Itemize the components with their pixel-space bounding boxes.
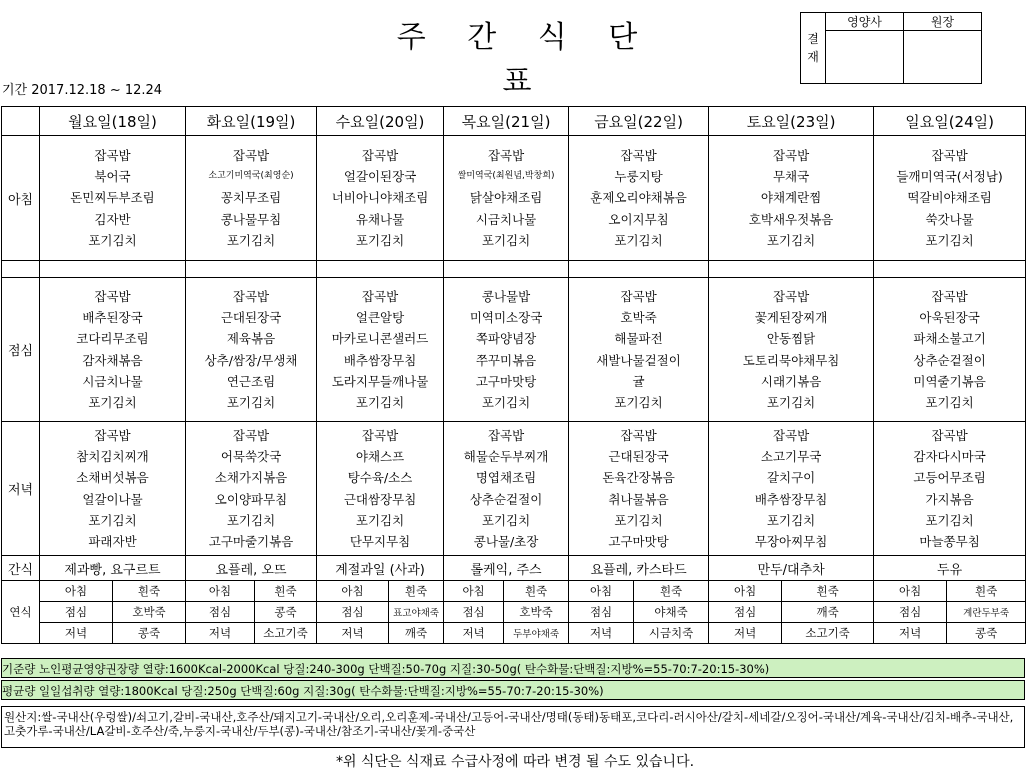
spacer-cell — [709, 261, 874, 278]
lunch-cell — [317, 278, 444, 422]
dinner-cell — [709, 422, 874, 556]
menu-item: 잡곡밥 — [94, 288, 131, 304]
menu-item: 포기김치 — [481, 232, 531, 248]
corner-cell — [2, 107, 40, 136]
soft-meal-label: 점심 — [569, 602, 634, 623]
menu-item: 닭살야채조림 — [469, 190, 543, 206]
menu-item: 누룽지탕 — [614, 169, 663, 185]
menu-item: 잡곡밥 — [361, 288, 399, 304]
approval-dietitian-label: 영양사 — [826, 13, 904, 31]
menu-item: 잡곡밥 — [232, 288, 270, 304]
menu-item: 포기김치 — [614, 232, 663, 248]
menu-item: 포기김치 — [355, 232, 405, 248]
day-header: 수요일(20일) — [317, 107, 444, 136]
menu-item: 배추쌈장무침 — [343, 352, 417, 368]
menu-item: 미역미소장국 — [469, 309, 543, 325]
menu-item: 포기김치 — [481, 512, 531, 528]
menu-item: 명엽채조림 — [475, 470, 537, 486]
soft-meal-label: 아침 — [874, 581, 947, 602]
menu-item: 잡곡밥 — [772, 147, 810, 163]
soft-meal-label: 저녁 — [317, 623, 389, 644]
spacer-cell — [317, 261, 444, 278]
menu-item: 잡곡밥 — [487, 427, 525, 443]
soft-porridge: 흰죽 — [389, 581, 444, 602]
soft-porridge: 호박죽 — [504, 602, 569, 623]
menu-item: 코다리무조림 — [76, 331, 149, 347]
menu-item: 가지볶음 — [925, 491, 974, 507]
soft-porridge: 소고기죽 — [782, 623, 874, 644]
menu-item: 잡곡밥 — [487, 147, 525, 163]
menu-item: 소고기미역국(최영순) — [208, 171, 294, 182]
soft-meal-label: 저녁 — [569, 623, 634, 644]
day-header: 화요일(19일) — [186, 107, 317, 136]
breakfast-cell — [874, 136, 1026, 261]
soft-meal-label: 아침 — [709, 581, 782, 602]
soft-meal-label: 저녁 — [709, 623, 782, 644]
menu-item: 소고기무국 — [760, 448, 822, 464]
soft-meal-label: 점심 — [186, 602, 255, 623]
menu-item: 포기김치 — [88, 232, 137, 248]
menu-item: 갈치구이 — [766, 470, 816, 486]
menu-item: 도라지무들깨나물 — [331, 373, 429, 389]
menu-item: 고구마맛탕 — [608, 534, 669, 550]
menu-item: 무장아찌무침 — [754, 534, 828, 550]
menu-item: 야채스프 — [355, 448, 405, 464]
menu-item: 포기김치 — [226, 395, 276, 411]
menu-item: 고구마줄기볶음 — [208, 534, 294, 550]
breakfast-cell — [444, 136, 569, 261]
approval-box — [800, 12, 982, 84]
menu-item: 어묵쑥갓국 — [220, 448, 282, 464]
spacer-cell — [186, 261, 317, 278]
menu-item: 들깨미역국(서정남) — [896, 169, 1003, 185]
row-label-soft: 연식 — [2, 581, 40, 644]
menu-item: 포기김치 — [614, 512, 663, 528]
menu-item: 상추/쌈장/무생채 — [204, 352, 298, 368]
menu-item: 얼큰알탕 — [355, 309, 405, 325]
soft-porridge: 두부야채죽 — [504, 623, 569, 644]
menu-item: 쌀미역국(최원념,박창희) — [457, 171, 555, 182]
menu-item: 북어국 — [94, 169, 131, 185]
menu-item: 떡갈비야채조림 — [907, 190, 992, 206]
day-header: 일요일(24일) — [874, 107, 1026, 136]
menu-item: 포기김치 — [481, 395, 531, 411]
menu-item: 참치김치찌개 — [76, 448, 149, 464]
day-header: 금요일(22일) — [569, 107, 709, 136]
menu-item: 잡곡밥 — [620, 288, 657, 304]
average-intake: 평균량 일일섭취량 열량:1800Kcal 당질:250g 단백질:60g 지질:30g( 탄수화물:단백질:지방%=55-70:7-20:15-30%) — [1, 680, 1025, 700]
menu-item: 포기김치 — [614, 395, 663, 411]
day-header: 월요일(18일) — [40, 107, 186, 136]
menu-item: 유채나물 — [355, 211, 405, 227]
soft-porridge: 소고기죽 — [255, 623, 317, 644]
soft-meal-label: 아침 — [569, 581, 634, 602]
menu-item: 콩나물밥 — [481, 288, 531, 304]
menu-item: 감자채볶음 — [82, 352, 143, 368]
snack-cell: 두유 — [874, 556, 1026, 581]
menu-item: 근대된장국 — [220, 309, 282, 325]
lunch-cell — [569, 278, 709, 422]
snack-cell: 계절과일 (사과) — [317, 556, 444, 581]
menu-item: 오이양파무침 — [214, 491, 288, 507]
origin-info: 원산지:쌀-국내산(우렁쌀)/쇠고기,갈비-국내산,호주산/돼지고기-국내산/오리,오리훈제-국내산/고등어-국내산/명태(동태)동태포,코다리-러시아산/갈치-세네갈/오징어-국내산/계육-국내산/김치-배추-국내산,고춧가루-국내산/LA갈비-호주산/죽,누룽지-국내산/두부(콩)-국내산/참조기-국내산/꽃게-중국산 — [1, 706, 1025, 748]
menu-item: 잡곡밥 — [620, 147, 657, 163]
soft-meal-label: 저녁 — [40, 623, 113, 644]
menu-item: 오이지무침 — [608, 211, 669, 227]
soft-porridge: 흰죽 — [504, 581, 569, 602]
soft-meal-label: 점심 — [317, 602, 389, 623]
soft-meal-label: 점심 — [444, 602, 504, 623]
breakfast-cell — [709, 136, 874, 261]
row-label-dinner: 저녁 — [2, 422, 40, 556]
menu-item: 고구마맛탕 — [475, 373, 537, 389]
soft-meal-label: 저녁 — [444, 623, 504, 644]
row-label-breakfast: 아침 — [2, 136, 40, 261]
menu-item: 잡곡밥 — [931, 427, 968, 443]
soft-porridge: 콩죽 — [255, 602, 317, 623]
soft-porridge: 콩죽 — [113, 623, 186, 644]
snack-cell: 롤케익, 주스 — [444, 556, 569, 581]
menu-item: 파채소불고기 — [913, 331, 986, 347]
snack-cell: 요플레, 오뜨 — [186, 556, 317, 581]
approval-director-sign[interactable] — [904, 31, 982, 84]
menu-item: 콩나물무침 — [220, 211, 282, 227]
soft-meal-label: 아침 — [444, 581, 504, 602]
row-label-lunch: 점심 — [2, 278, 40, 422]
approval-dietitian-sign[interactable] — [826, 31, 904, 84]
menu-item: 꽁치무조림 — [220, 190, 282, 206]
soft-porridge: 흰죽 — [947, 581, 1026, 602]
soft-porridge: 계란두부죽 — [947, 602, 1026, 623]
menu-item: 잡곡밥 — [931, 147, 968, 163]
menu-item: 포기김치 — [355, 395, 405, 411]
menu-item: 쑥갓나물 — [925, 211, 974, 227]
menu-item: 포기김치 — [766, 232, 816, 248]
lunch-cell — [709, 278, 874, 422]
soft-meal-label: 점심 — [874, 602, 947, 623]
menu-item: 얼갈이나물 — [82, 491, 143, 507]
menu-item: 얼갈이된장국 — [343, 169, 417, 185]
menu-item: 꽃게된장찌개 — [754, 309, 828, 325]
snack-cell: 만두/대추차 — [709, 556, 874, 581]
menu-item: 훈제오리야채볶음 — [590, 190, 687, 206]
menu-item: 취나물볶음 — [608, 491, 669, 507]
soft-porridge: 깨죽 — [782, 602, 874, 623]
breakfast-cell — [40, 136, 186, 261]
menu-item: 돈민찌두부조림 — [70, 190, 155, 206]
menu-item: 감자다시마국 — [913, 448, 986, 464]
menu-item: 호박죽 — [620, 309, 657, 325]
dinner-cell — [874, 422, 1026, 556]
menu-item: 야채계란찜 — [760, 190, 822, 206]
menu-item: 근대쌈장무침 — [343, 491, 417, 507]
menu-item: 포기김치 — [925, 232, 974, 248]
breakfast-cell — [317, 136, 444, 261]
spacer-cell — [444, 261, 569, 278]
soft-porridge: 야채죽 — [634, 602, 709, 623]
menu-item: 근대된장국 — [608, 448, 669, 464]
spacer-cell — [40, 261, 186, 278]
menu-item: 잡곡밥 — [232, 147, 270, 163]
menu-item: 소채가지볶음 — [214, 470, 288, 486]
soft-meal-label: 점심 — [709, 602, 782, 623]
soft-porridge: 호박죽 — [113, 602, 186, 623]
menu-item: 잡곡밥 — [94, 147, 131, 163]
period-text: 기간 2017.12.18 ~ 12.24 — [2, 83, 163, 98]
menu-item: 아욱된장국 — [919, 309, 980, 325]
soft-porridge: 흰죽 — [113, 581, 186, 602]
soft-meal-label: 아침 — [186, 581, 255, 602]
weekly-menu-table — [1, 106, 1026, 644]
menu-item: 잡곡밥 — [361, 427, 399, 443]
menu-item: 배추쌈장무침 — [754, 491, 828, 507]
dinner-cell — [569, 422, 709, 556]
menu-item: 파래자반 — [88, 534, 137, 550]
dinner-cell — [444, 422, 569, 556]
breakfast-cell — [186, 136, 317, 261]
menu-item: 포기김치 — [226, 512, 276, 528]
lunch-cell — [874, 278, 1026, 422]
dinner-cell — [317, 422, 444, 556]
menu-item: 쭈꾸미볶음 — [475, 352, 537, 368]
menu-item: 시래기볶음 — [760, 373, 822, 389]
soft-porridge: 표고야채죽 — [389, 602, 444, 623]
menu-item: 포기김치 — [226, 232, 276, 248]
menu-item: 해물파전 — [614, 331, 663, 347]
menu-item: 마카로니콘샐러드 — [331, 331, 429, 347]
spacer-cell — [2, 261, 40, 278]
soft-meal-label: 저녁 — [874, 623, 947, 644]
menu-item: 고등어무조림 — [913, 470, 986, 486]
page-title: 주 간 식 단 표 — [396, 20, 654, 99]
menu-item: 배추된장국 — [82, 309, 143, 325]
soft-porridge: 콩죽 — [947, 623, 1026, 644]
menu-item: 상추순겉절이 — [913, 352, 986, 368]
menu-item: 호박새우젓볶음 — [748, 211, 834, 227]
menu-item: 상추순겉절이 — [469, 491, 543, 507]
menu-item: 김자반 — [94, 211, 131, 227]
snack-cell: 제과빵, 요구르트 — [40, 556, 186, 581]
lunch-cell — [40, 278, 186, 422]
menu-item: 도토리묵야채무침 — [742, 352, 840, 368]
menu-item: 잡곡밥 — [931, 288, 968, 304]
soft-meal-label: 저녁 — [186, 623, 255, 644]
standard-nutrition: 기준량 노인평균영양권장량 열량:1600Kcal-2000Kcal 당질:240-300g 단백질:50-70g 지질:30-50g( 탄수화물:단백질:지방%=55-70:7-20:15-30%) — [1, 658, 1025, 678]
dinner-cell — [186, 422, 317, 556]
menu-item: 시금치나물 — [475, 211, 537, 227]
menu-item: 시금치나물 — [82, 373, 143, 389]
menu-item: 해물순두부찌개 — [463, 448, 549, 464]
menu-item: 포기김치 — [88, 512, 137, 528]
menu-item: 소채버섯볶음 — [76, 470, 149, 486]
menu-item: 잡곡밥 — [94, 427, 131, 443]
menu-item: 돈육간장볶음 — [602, 470, 675, 486]
row-label-snack: 간식 — [2, 556, 40, 581]
soft-porridge: 흰죽 — [255, 581, 317, 602]
menu-item: 잡곡밥 — [772, 427, 810, 443]
menu-item: 포기김치 — [88, 395, 137, 411]
approval-director-label: 원장 — [904, 13, 982, 31]
menu-item: 단무지무침 — [349, 534, 411, 550]
dinner-cell — [40, 422, 186, 556]
menu-item: 쪽파양념장 — [475, 331, 537, 347]
lunch-cell — [186, 278, 317, 422]
menu-item: 안동찜닭 — [766, 331, 816, 347]
menu-item: 포기김치 — [766, 512, 816, 528]
menu-item: 귤 — [632, 373, 645, 389]
spacer-cell — [569, 261, 709, 278]
menu-item: 포기김치 — [925, 512, 974, 528]
menu-item: 너비아니야채조림 — [331, 190, 429, 206]
menu-item: 잡곡밥 — [772, 288, 810, 304]
menu-item: 제육볶음 — [226, 331, 276, 347]
soft-porridge: 흰죽 — [634, 581, 709, 602]
footer-note: *위 식단은 식재료 수급사정에 따라 변경 될 수도 있습니다. — [335, 754, 695, 770]
menu-item: 탕수육/소스 — [347, 470, 413, 486]
soft-porridge: 흰죽 — [782, 581, 874, 602]
menu-item: 무채국 — [772, 169, 810, 185]
menu-item: 포기김치 — [925, 395, 974, 411]
day-header: 목요일(21일) — [444, 107, 569, 136]
soft-meal-label: 아침 — [40, 581, 113, 602]
menu-item: 포기김치 — [766, 395, 816, 411]
soft-meal-label: 아침 — [317, 581, 389, 602]
menu-item: 연근조림 — [226, 373, 276, 389]
snack-cell: 요플레, 카스타드 — [569, 556, 709, 581]
menu-item: 콩나물/초장 — [473, 534, 539, 550]
soft-meal-label: 점심 — [40, 602, 113, 623]
soft-porridge: 깨죽 — [389, 623, 444, 644]
menu-item: 잡곡밥 — [361, 147, 399, 163]
approval-label: 결 재 — [801, 13, 826, 84]
lunch-cell — [444, 278, 569, 422]
spacer-cell — [874, 261, 1026, 278]
day-header: 토요일(23일) — [709, 107, 874, 136]
menu-item: 잡곡밥 — [620, 427, 657, 443]
menu-item: 새발나물겉절이 — [596, 352, 681, 368]
menu-item: 잡곡밥 — [232, 427, 270, 443]
menu-item: 마늘쫑무침 — [919, 534, 980, 550]
breakfast-cell — [569, 136, 709, 261]
menu-item: 미역줄기볶음 — [913, 373, 986, 389]
soft-porridge: 시금치죽 — [634, 623, 709, 644]
menu-item: 포기김치 — [355, 512, 405, 528]
